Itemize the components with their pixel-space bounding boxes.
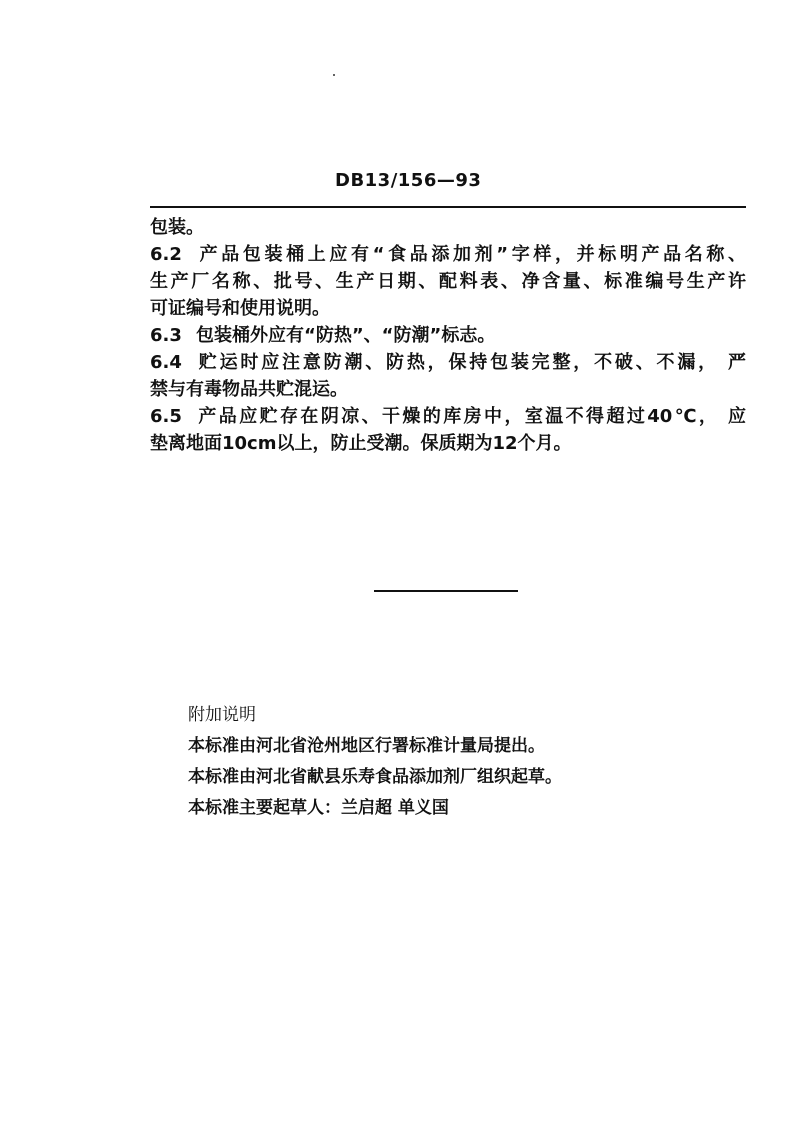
continuation-line: 包装。 [150, 217, 204, 238]
notes-title: 附加说明 [188, 705, 256, 725]
section-text: 包装桶外应有“防热”、“防潮”标志。 [196, 325, 496, 346]
note-line: 本标准由河北省献县乐寿食品添加剂厂组织起草。 [188, 767, 562, 787]
section-6-4-line-1 [150, 349, 746, 376]
scan-speck [333, 74, 335, 76]
section-6-5-line-2: 垫离地面10cm以上，防止受潮。保质期为12个月。 [150, 433, 572, 454]
section-number: 6.4 [150, 352, 182, 373]
note-line: 本标准主要起草人：兰启超 单义国 [188, 798, 449, 818]
header-rule [150, 206, 746, 208]
section-number: 6.2 [150, 244, 182, 265]
standard-body [150, 214, 746, 457]
section-6-5-line-1 [150, 403, 746, 430]
section-text: 贮运时应注意防潮、防热，保持包装完整，不破、不漏， 严 [196, 352, 746, 373]
standard-code: DB13/156—93 [335, 170, 482, 191]
section-6-2-line-2: 生产厂名称、批号、生产日期、配料表、净含量、标准编号生产许 [150, 271, 746, 292]
section-6-4-line-2: 禁与有毒物品共贮混运。 [150, 379, 348, 400]
section-6-2-line-3: 可证编号和使用说明。 [150, 298, 330, 319]
section-text: 产品应贮存在阴凉、干燥的库房中，室温不得超过40℃， 应 [196, 406, 746, 427]
section-text: 产品包装桶上应有“食品添加剂”字样，并标明产品名称、 [196, 244, 746, 265]
section-6-2-line-1 [150, 241, 746, 268]
section-number: 6.5 [150, 406, 182, 427]
additional-notes [188, 700, 562, 824]
section-6-3-line-1 [150, 322, 746, 349]
end-rule [374, 590, 518, 592]
note-line: 本标准由河北省沧州地区行署标准计量局提出。 [188, 736, 545, 756]
section-number: 6.3 [150, 325, 182, 346]
